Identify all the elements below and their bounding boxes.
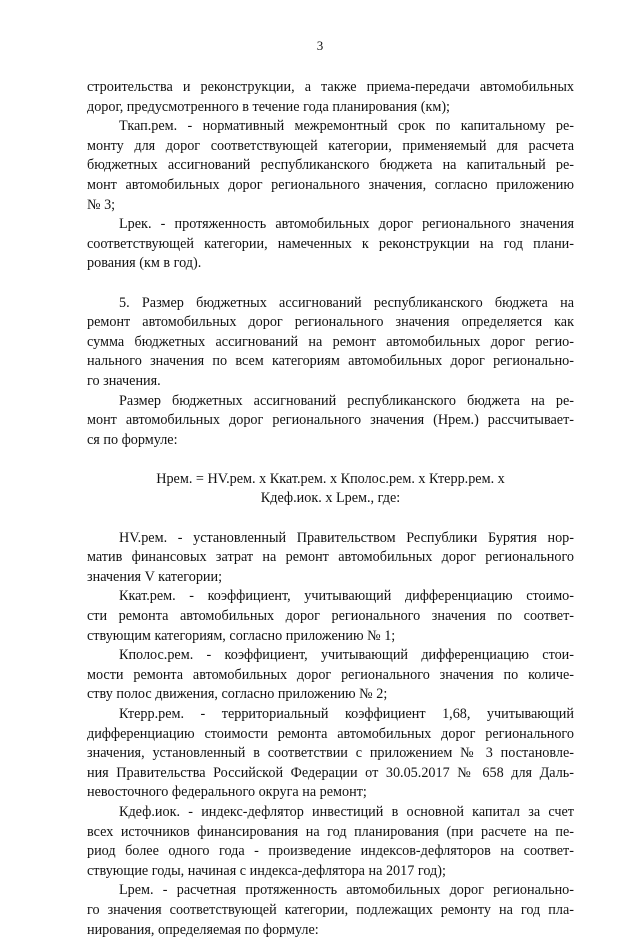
paragraph-spacer bbox=[87, 509, 574, 529]
text-line: Ккат.рем. - коэффициент, учитывающий дифференциацию стоимо- bbox=[119, 588, 574, 605]
text-line: Кдеф.иок. - индекс-дефлятор инвестиций в основной капитал за счет bbox=[119, 803, 574, 820]
text-line: матив финансовых затрат на ремонт автомобильных дорог регионального bbox=[87, 549, 574, 566]
text-line: риод более одного года - произведение индексов-дефляторов на соответ- bbox=[87, 843, 574, 860]
text-line: Ктерр.рем. - территориальный коэффициент 1,68, учитывающий bbox=[119, 706, 574, 722]
text-line: рования (км в год). bbox=[87, 255, 202, 272]
text-line: ремонт автомобильных дорог регионального значения определяется как bbox=[87, 314, 574, 331]
text-line: мости ремонта автомобильных дорог регионального значения по количе- bbox=[87, 666, 574, 683]
text-line: значения, установленный в соответствии с приложением № 3 постановле- bbox=[87, 745, 574, 762]
text-line: ся по формуле: bbox=[87, 431, 178, 448]
text-line: ству полос движения, согласно приложению № 2; bbox=[87, 686, 388, 703]
text-line: соответствующей категории, намеченных к реконструкции на год плани- bbox=[87, 235, 574, 252]
text-line: ствующим категориям, согласно приложению № 1; bbox=[87, 627, 396, 644]
text-line: невосточного федерального округа на ремонт; bbox=[87, 784, 367, 801]
formula-line: Нрем. = НV.рем. х Ккат.рем. х Кполос.рем. х Ктерр.рем. х bbox=[156, 470, 505, 487]
text-line: дорог, предусмотренного в течение года планирования (км); bbox=[87, 98, 450, 115]
formula-line: Кдеф.иок. х Lрем., где: bbox=[260, 490, 401, 507]
text-line: 5. Размер бюджетных ассигнований республиканского бюджета на bbox=[119, 294, 574, 311]
text-line: сумма бюджетных ассигнований на ремонт автомобильных дорог регио- bbox=[87, 333, 574, 350]
text-line: Ткап.рем. - нормативный межремонтный срок по капитальному ре- bbox=[119, 118, 574, 135]
text-line: Lрек. - протяженность автомобильных дорог регионального значения bbox=[119, 216, 574, 233]
text-line: Размер бюджетных ассигнований республиканского бюджета на ре- bbox=[119, 392, 574, 409]
text-line: Кполос.рем. - коэффициент, учитывающий дифференциацию стои- bbox=[119, 647, 574, 664]
text-line: монт автомобильных дорог регионального значения (Нрем.) рассчитывает- bbox=[87, 412, 574, 429]
text-line: Lрем. - расчетная протяженность автомобильных дорог регионально- bbox=[119, 882, 574, 899]
document-body bbox=[87, 78, 574, 940]
text-line: бюджетных ассигнований республиканского бюджета на капитальный ре- bbox=[87, 157, 574, 174]
text-line: го значения соответствующей категории, подлежащих ремонту на год пла- bbox=[87, 901, 574, 918]
text-line: нирования, определяемая по формуле: bbox=[87, 921, 319, 938]
text-line: го значения. bbox=[87, 372, 161, 389]
text-line: строительства и реконструкции, а также приема-передачи автомобильных bbox=[87, 79, 574, 95]
text-line: монт автомобильных дорог регионального значения, согласно приложению bbox=[87, 176, 574, 193]
text-line: сти ремонта автомобильных дорог регионального значения по соответ- bbox=[87, 608, 574, 625]
page-number: 3 bbox=[316, 38, 324, 53]
text-line: дифференциацию стоимости ремонта автомобильных дорог регионального bbox=[87, 725, 574, 742]
text-line: монту для дорог соответствующей категории, применяемый для расчета bbox=[87, 137, 574, 154]
text-line: НV.рем. - установленный Правительством Республики Бурятия нор- bbox=[119, 529, 574, 546]
paragraph-spacer bbox=[87, 274, 574, 294]
text-line: ния Правительства Российской Федерации от 30.05.2017 № 658 для Даль- bbox=[87, 764, 574, 781]
paragraph-spacer bbox=[87, 450, 574, 470]
text-line: значения V категории; bbox=[87, 568, 223, 585]
text-line: нального значения по всем категориям автомобильных дорог регионально- bbox=[87, 353, 574, 370]
text-line: ствующие годы, начиная с индекса-дефлятора на 2017 год); bbox=[87, 862, 446, 879]
text-line: всех источников финансирования на год планирования (при расчете на пе- bbox=[87, 823, 574, 840]
text-line: № 3; bbox=[87, 196, 116, 213]
